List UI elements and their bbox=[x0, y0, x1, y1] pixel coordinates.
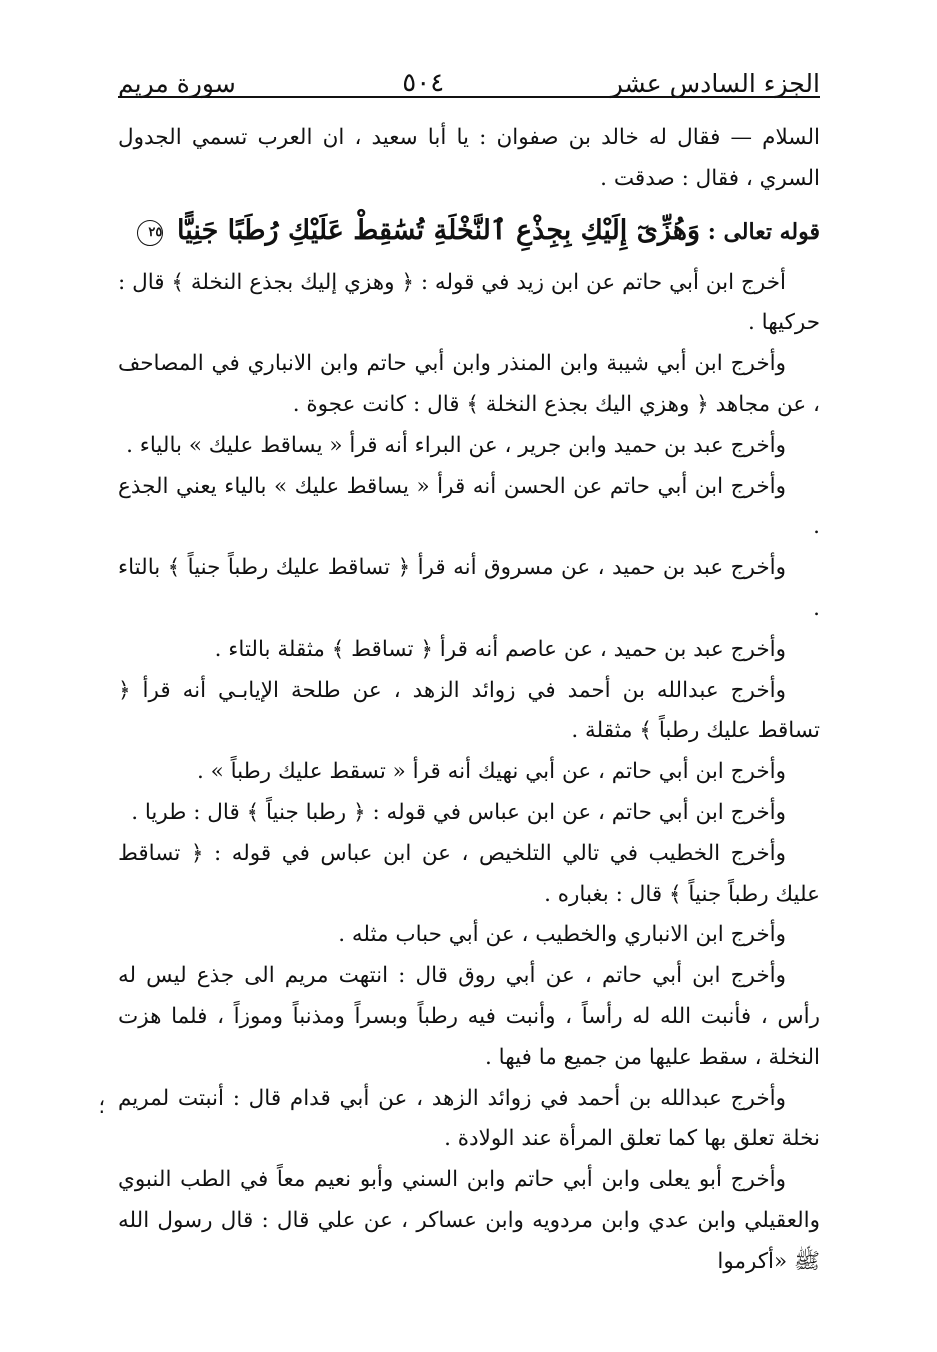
narration-paragraph: وأخرج ابن أبي شيبة وابن المنذر وابن أبي حاتم وابن الانباري في المصاحف ، عن مجاهد ﴿ وهزي اليك بجذع النخلة ﴾ قال : كانت عجوة . bbox=[118, 351, 820, 417]
narration-paragraph: وأخرج ابن أبي حاتم ، عن أبي روق قال : انتهت مريم الى جذع ليس له رأس ، فأنبت الله له رأساً ، وأنبت فيه رطباً وبسراً ومذنباً وموزاً ، فلما هزت النخلة ، سقط عليها من جميع ما فيها . bbox=[118, 963, 820, 1070]
margin-note: ؛ bbox=[98, 1094, 105, 1118]
part-title: الجزء السادس عشر bbox=[610, 69, 820, 98]
narration-paragraph: وأخرج ابن أبي حاتم عن الحسن أنه قرأ « يساقط عليك » بالياء يعني الجذع . bbox=[118, 473, 820, 540]
narration-paragraph: أخرج ابن أبي حاتم عن ابن زيد في قوله : ﴿ وهزي إليك بجذع النخلة ﴾ قال : حركيها . bbox=[118, 269, 820, 336]
narration-paragraph: وأخرج ابن أبي حاتم ، عن أبي نهيك أنه قرأ « تسقط عليك رطباً » . bbox=[196, 759, 786, 785]
verse-intro: قوله تعالى : bbox=[707, 218, 820, 245]
continuation-paragraph: السلام — فقال له خالد بن صفوان : يا أبا سعيد ، ان العرب تسمي الجدول السري ، فقال : صدقت . bbox=[118, 125, 820, 191]
surah-title: سورة مريم bbox=[118, 69, 236, 98]
narration-paragraph: وأخرج عبدالله بن أحمد في زوائد الزهد ، عن أبي قدام قال : أنبتت لمريم نخلة تعلق بها كما تعلق المرأة عند الولادة . bbox=[118, 1085, 820, 1152]
narration-paragraph: وأخرج ابن أبي حاتم ، عن ابن عباس في قوله : ﴿ رطبا جنياً ﴾ قال : طريا . bbox=[131, 799, 786, 825]
header-rule bbox=[118, 96, 820, 98]
narration-paragraph: وأخرج عبد بن حميد ، عن مسروق أنه قرأ ﴿ تساقط عليك رطباً جنياً ﴾ بالتاء . bbox=[118, 555, 820, 621]
page-number: ٥٠٤ bbox=[402, 68, 445, 98]
narration-paragraph: وأخرج عبدالله بن أحمد في زوائد الزهد ، عن طلحة الإيابـي أنه قرأ ﴿ تساقط عليك رطباً ﴾ مثقلة . bbox=[118, 677, 820, 744]
page-header bbox=[118, 50, 820, 96]
page-body bbox=[118, 118, 820, 1283]
quran-verse: وَهُزِّىٓ إِلَيْكِ بِجِذْعِ ٱلنَّخْلَةِ تُسَٰقِطْ عَلَيْكِ رُطَبًا جَنِيًّا bbox=[177, 214, 701, 246]
narration-paragraph: وأخرج عبد بن حميد ، عن عاصم أنه قرأ ﴿ تساقط ﴾ مثقلة بالتاء . bbox=[214, 636, 786, 662]
narration-paragraph: وأخرج ابن الانباري والخطيب ، عن أبي حباب مثله . bbox=[338, 922, 786, 948]
narration-paragraph: وأخرج عبد بن حميد وابن جرير ، عن البراء أنه قرأ « يساقط عليك » بالياء . bbox=[126, 432, 786, 458]
ayah-number-marker: ٢٥ bbox=[137, 220, 163, 246]
narration-paragraph: وأخرج أبو يعلى وابن أبي حاتم وابن السني وأبو نعيم معاً في الطب النبوي والعقيلي وابن عدي وابن مردويه وابن عساكر ، عن علي قال : قال رسول الله ﷺ «أكرموا bbox=[118, 1167, 820, 1274]
verse-heading bbox=[118, 200, 820, 263]
narration-paragraph: وأخرج الخطيب في تالي التلخيص ، عن ابن عباس في قوله : ﴿ تساقط عليك رطباً جنياً ﴾ قال : بغباره . bbox=[118, 840, 820, 907]
